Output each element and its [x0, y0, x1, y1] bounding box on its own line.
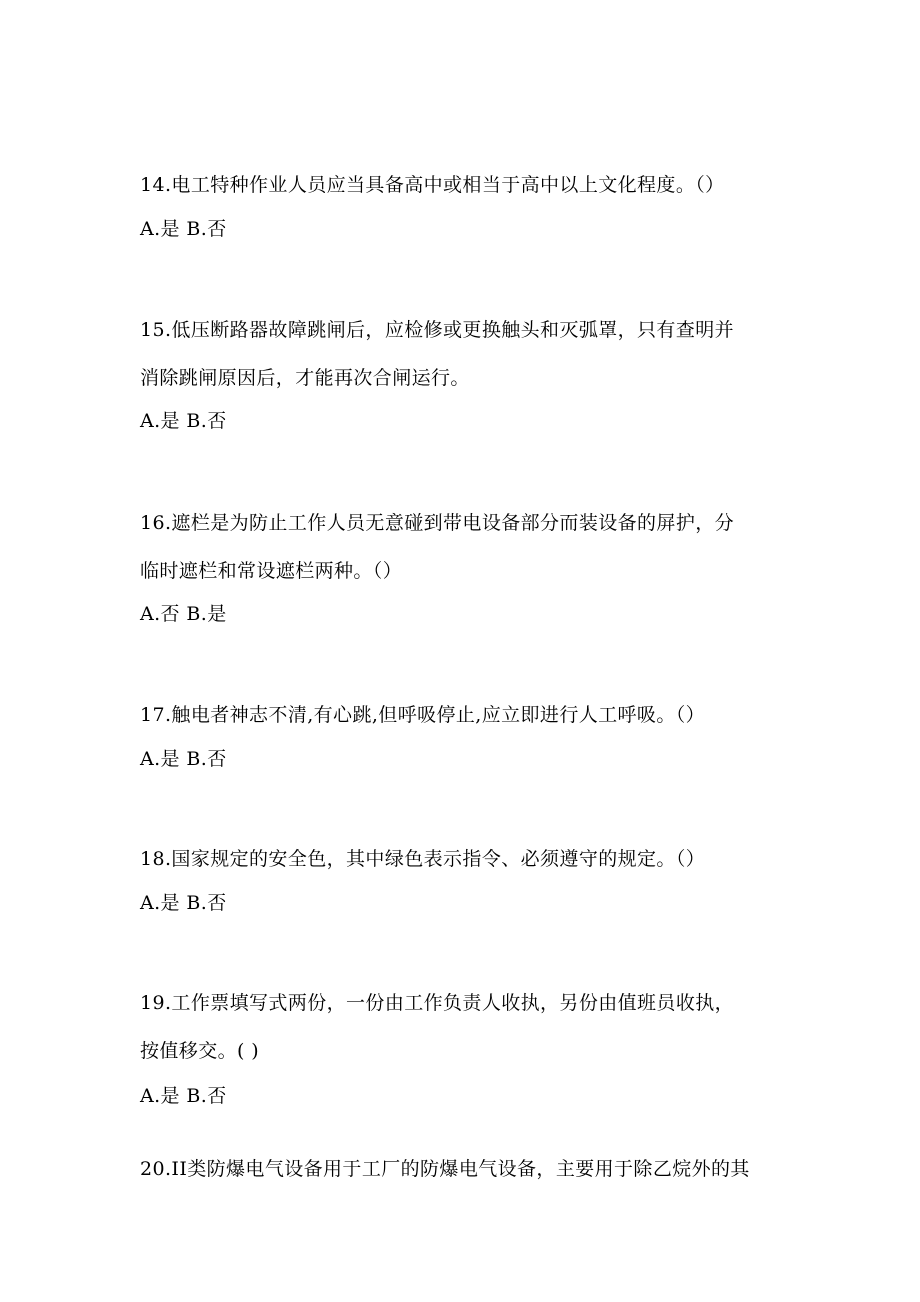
question-19-options: A.是 B.否 [140, 1085, 227, 1107]
question-17-options: A.是 B.否 [140, 748, 227, 770]
question-14-text: 14.电工特种作业人员应当具备高中或相当于高中以上文化程度。（） [140, 174, 725, 196]
question-18-text: 18.国家规定的安全色，其中绿色表示指令、必须遵守的规定。（） [140, 848, 706, 870]
question-16-text-line-2: 临时遮栏和常设遮栏两种。（） [140, 560, 403, 582]
question-14-options: A.是 B.否 [140, 218, 227, 240]
question-16-options: A.否 B.是 [140, 603, 227, 625]
question-20-text: 20.II类防爆电气设备用于工厂的防爆电气设备，主要用于除乙烷外的其 [140, 1158, 750, 1180]
question-16-text-line-1: 16.遮栏是为防止工作人员无意碰到带电设备部分而装设备的屏护，分 [140, 512, 735, 534]
question-15-text-line-1: 15.低压断路器故障跳闸后，应检修或更换触头和灭弧罩，只有查明并 [140, 319, 735, 341]
question-19-text-line-2: 按值移交。( ) [140, 1040, 260, 1062]
question-15-options: A.是 B.否 [140, 410, 227, 432]
question-18-options: A.是 B.否 [140, 892, 227, 914]
question-15-text-line-2: 消除跳闸原因后，才能再次合闸运行。 [140, 367, 470, 389]
question-17-text: 17.触电者神志不清,有心跳,但呼吸停止,应立即进行人工呼吸。（） [140, 704, 706, 726]
question-19-text-line-1: 19.工作票填写式两份，一份由工作负责人收执，另份由值班员收执， [140, 992, 735, 1014]
